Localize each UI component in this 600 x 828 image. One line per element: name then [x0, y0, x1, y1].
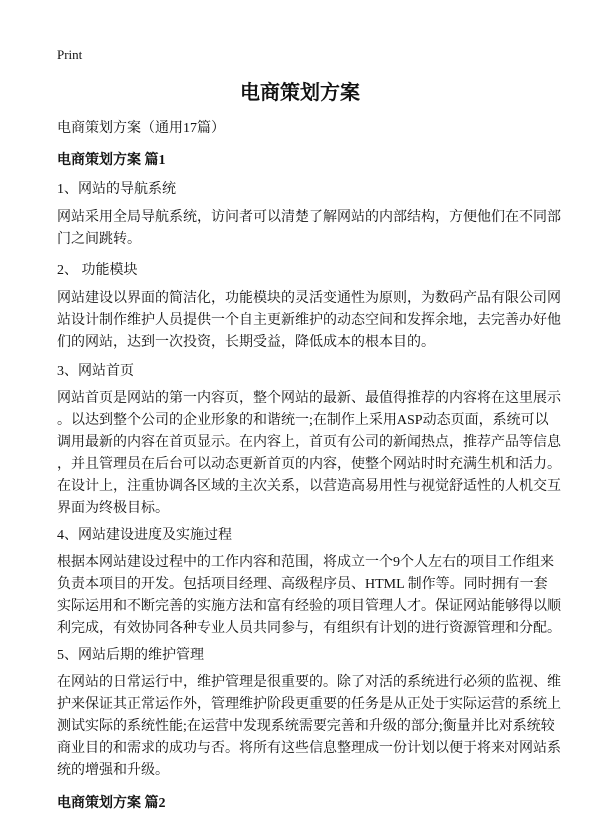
paragraph-line: 实际运用和不断完善的实施方法和富有经验的项目管理人才。保证网站能够得以顺 — [57, 599, 561, 614]
block-heading: 1、网站的导航系统 — [57, 182, 176, 197]
block-heading: 2、 功能模块 — [57, 263, 138, 278]
block-heading: 5、网站后期的维护管理 — [57, 648, 204, 663]
paragraph-line: 网站建设以界面的简洁化，功能模块的灵活变通性为原则，为数码产品有限公司网 — [57, 291, 561, 306]
paragraph-line: 利完成，有效协同各种专业人员共同参与，有组织有计划的进行资源管理和分配。 — [57, 621, 561, 636]
paragraph-line: ，并且管理员在后台可以动态更新首页的内容，使整个网站时时充满生机和活力。 — [57, 457, 561, 472]
block-paragraph — [57, 388, 561, 520]
paragraph-line: 站设计制作维护人员提供一个自主更新维护的动态空间和发挥余地，去完善办好他 — [57, 313, 561, 328]
paragraph-line: 在网站的日常运行中，维护管理是很重要的。除了对活的系统进行必须的监视、维 — [57, 675, 561, 690]
paragraph-line: 网站采用全局导航系统，访问者可以清楚了解网站的内部结构，方便他们在不同部 — [57, 210, 561, 225]
print-label: Print — [57, 47, 83, 62]
paragraph-line: 们的网站，达到一次投资，长期受益，降低成本的根本目的。 — [57, 335, 435, 350]
paragraph-line: 根据本网站建设过程中的工作内容和范围，将成立一个9个人左右的项目工作组来 — [57, 555, 554, 570]
section-heading-1: 电商策划方案 篇1 — [57, 153, 166, 168]
block-paragraph — [57, 672, 561, 782]
section-heading-2: 电商策划方案 篇2 — [57, 796, 166, 811]
block-paragraph — [57, 207, 561, 251]
paragraph-line: 界面为终极目标。 — [57, 501, 169, 516]
paragraph-line: 门之间跳转。 — [57, 232, 141, 247]
block-paragraph — [57, 288, 561, 354]
block-heading: 4、网站建设进度及实施过程 — [57, 528, 232, 543]
paragraph-line: 护来保证其正常运作外，管理维护阶段更重要的任务是从正处于实际运营的系统上 — [57, 697, 561, 712]
paragraph-line: 调用最新的内容在首页显示。在内容上，首页有公司的新闻热点，推荐产品等信息 — [57, 435, 561, 450]
block-heading: 3、网站首页 — [57, 364, 134, 379]
paragraph-line: 网站首页是网站的第一内容页，整个网站的最新、最值得推荐的内容将在这里展示 — [57, 391, 561, 406]
paragraph-line: 统的增强和升级。 — [57, 763, 169, 778]
paragraph-line: 商业目的和需求的成功与否。将所有这些信息整理成一份计划以便于将来对网站系 — [57, 741, 561, 756]
document-subtitle: 电商策划方案（通用17篇） — [57, 121, 225, 136]
paragraph-line: 测试实际的系统性能;在运营中发现系统需要完善和升级的部分;衡量并比对系统较 — [57, 719, 555, 734]
paragraph-line: 在设计上，注重协调各区域的主次关系，以营造高易用性与视觉舒适性的人机交互 — [57, 479, 561, 494]
paragraph-line: 负责本项目的开发。包括项目经理、高级程序员、HTML 制作等。同时拥有一套 — [57, 577, 548, 592]
block-paragraph — [57, 552, 561, 640]
page-title: 电商策划方案 — [240, 82, 360, 104]
paragraph-line: 。以达到整个公司的企业形象的和谐统一;在制作上采用ASP动态页面，系统可以 — [57, 413, 549, 428]
